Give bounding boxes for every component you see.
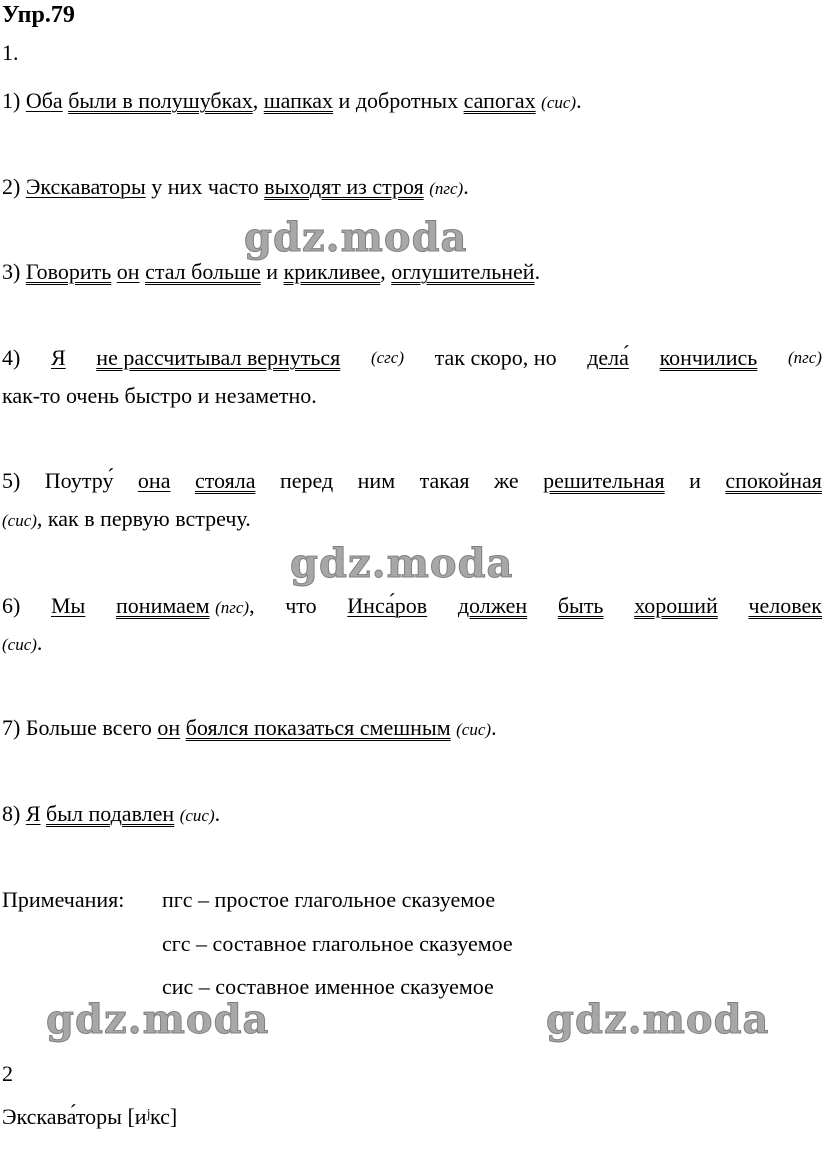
predicate-type: (сис) — [2, 511, 37, 530]
subject: Я — [25, 801, 41, 826]
punctuation: . — [576, 88, 582, 113]
sentence-5 — [2, 468, 822, 494]
predicate-type: (пгс) — [787, 348, 822, 367]
watermark: gdz.moda — [244, 214, 468, 261]
punctuation: . — [463, 174, 469, 199]
predicate: боялся показаться смешным — [185, 715, 451, 740]
subject: дела́ — [587, 345, 629, 370]
sentence-number: 5) — [2, 468, 21, 493]
predicate: шапках — [263, 88, 334, 113]
plain-text: Больше всего — [25, 715, 152, 740]
sentence-number: 4) — [2, 345, 21, 370]
sentence-7 — [2, 715, 497, 743]
page-title: Упр.79 — [2, 2, 75, 28]
sentence-number: 1) — [2, 88, 21, 113]
punctuation: , — [249, 593, 255, 618]
predicate: стал больше — [145, 259, 261, 284]
plain-text: что — [285, 593, 317, 618]
sentence-6-continuation — [2, 630, 42, 658]
predicate: был подавлен — [46, 801, 175, 826]
punctuation: , — [252, 88, 259, 113]
watermark: gdz.moda — [46, 996, 270, 1043]
subject: Оба — [25, 88, 63, 113]
plain-text: , как в первую встречу. — [36, 506, 251, 531]
subject: Инса́ров — [347, 593, 428, 618]
predicate-type: (сис) — [456, 720, 492, 739]
plain-text: и добротных — [338, 88, 459, 113]
predicate: стояла — [194, 468, 256, 493]
predicate: быть — [557, 593, 604, 618]
subject: он — [116, 259, 140, 284]
watermark: gdz.moda — [290, 540, 514, 587]
predicate-type: (пгс) — [215, 598, 250, 617]
sentence-2 — [2, 174, 469, 202]
predicate: должен — [457, 593, 528, 618]
sentence-number: 8) — [2, 801, 21, 826]
transcription: Экскава́торы [иʲкс] — [2, 1104, 178, 1129]
predicate: Говорить — [25, 259, 112, 284]
predicate: оглушительней — [391, 259, 535, 284]
predicate-type: (сис) — [2, 635, 37, 654]
predicate: решительная — [543, 468, 665, 493]
note-pgs: пгс – простое глагольное сказуемое — [162, 887, 496, 912]
plain-text: перед — [279, 468, 334, 493]
predicate: не рассчитывал вернуться — [96, 345, 341, 370]
sentence-1 — [2, 88, 582, 116]
note-sis: сис – составное именное сказуемое — [162, 974, 494, 999]
punctuation: . — [36, 630, 43, 655]
sentence-number: 2) — [2, 174, 21, 199]
sentence-5-continuation — [2, 506, 251, 534]
sentence-4 — [2, 345, 822, 371]
part-number: 2 — [2, 1061, 13, 1086]
plain-text: у них часто — [151, 174, 259, 199]
predicate: были в полушубках — [68, 88, 253, 113]
notes-label: Примечания: — [2, 887, 125, 912]
watermark: gdz.moda — [546, 996, 770, 1043]
predicate: крикливее — [283, 259, 381, 284]
predicate-type: (сис) — [541, 93, 577, 112]
subject: Экскаваторы — [25, 174, 146, 199]
sentence-4-continuation: как-то очень быстро и незаметно. — [2, 383, 317, 408]
predicate: спокойная — [725, 468, 822, 493]
subject: он — [157, 715, 181, 740]
sentence-8 — [2, 801, 220, 829]
sentence-3 — [2, 259, 540, 285]
plain-text: и — [266, 259, 279, 284]
predicate: понимаем — [116, 593, 210, 618]
sentence-number: 6) — [2, 593, 21, 618]
predicate: хороший — [634, 593, 718, 618]
predicate: выходят из строя — [264, 174, 424, 199]
sentence-number: 7) — [2, 715, 21, 740]
predicate-type: (сис) — [179, 806, 215, 825]
plain-text: такая — [419, 468, 470, 493]
subject: Я — [50, 345, 66, 370]
plain-text: ним — [357, 468, 396, 493]
predicate-type: (сгс) — [370, 348, 404, 367]
subject: Мы — [51, 593, 86, 618]
plain-text: Поутру́ — [44, 468, 114, 493]
punctuation: . — [491, 715, 497, 740]
part-number: 1. — [2, 40, 19, 65]
punctuation: . — [214, 801, 221, 826]
predicate: человек — [748, 593, 822, 618]
predicate: кончились — [659, 345, 758, 370]
predicate: сапогах — [463, 88, 536, 113]
sentence-6 — [2, 593, 822, 621]
plain-text: и — [689, 468, 701, 493]
predicate-type: (пгс) — [429, 179, 464, 198]
punctuation: , — [380, 259, 386, 284]
subject: она — [137, 468, 171, 493]
sentence-number: 3) — [2, 259, 21, 284]
plain-text: так скоро, но — [434, 345, 557, 370]
punctuation: . — [534, 259, 541, 284]
plain-text: же — [493, 468, 519, 493]
note-sgs: сгс – составное глагольное сказуемое — [162, 931, 513, 956]
